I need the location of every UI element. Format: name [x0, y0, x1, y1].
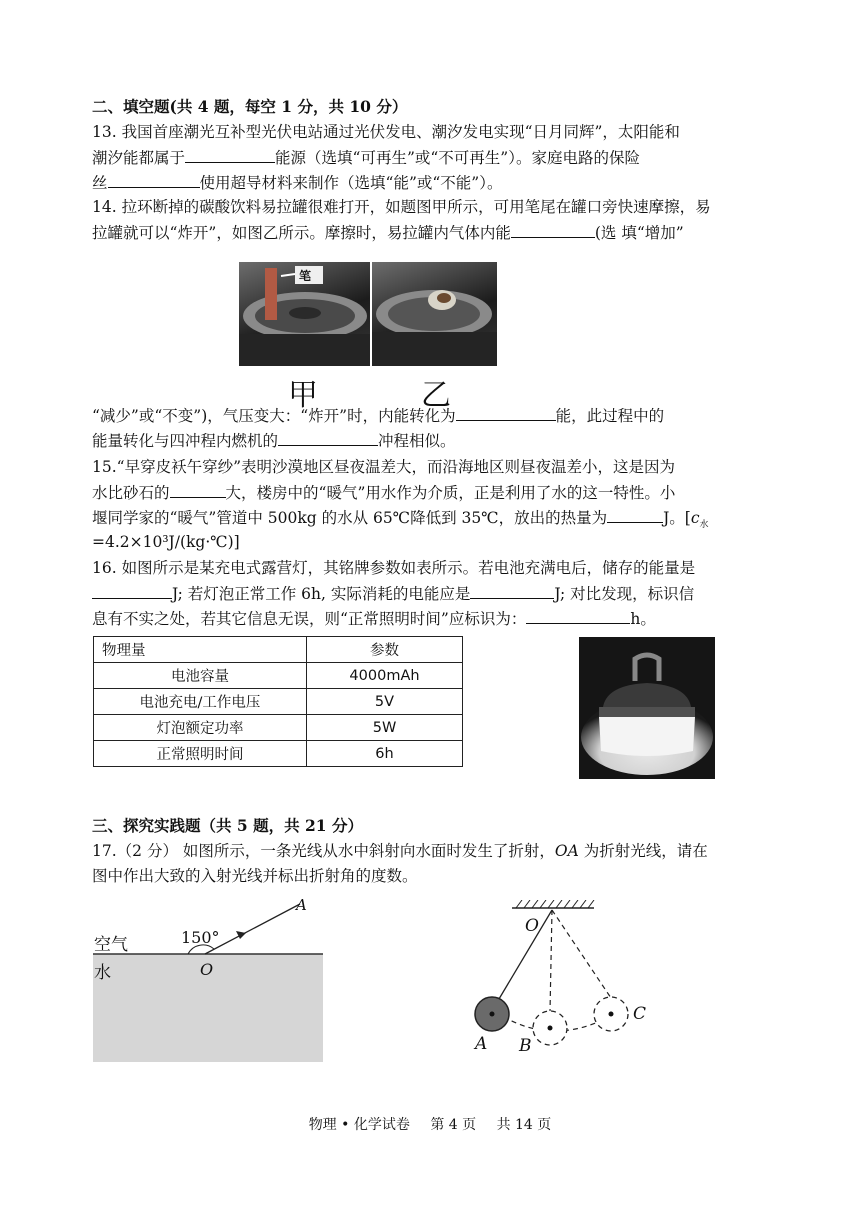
table-row — [94, 715, 463, 741]
q15-line-3a: 堰同学家的“暖气”管道中 500kg 的水从 65℃降低到 35℃，放出的热量为 — [92, 509, 608, 527]
q16-line-2b: J; 对比发现，标识信 — [554, 585, 695, 603]
pendulum-figure — [466, 900, 666, 1060]
footer-total: 共 14 页 — [496, 1117, 552, 1133]
table-cell-value: 5V — [307, 689, 463, 715]
section-3-heading: 三、探究实践题（共 5 题，共 21 分） — [92, 816, 363, 835]
page-footer — [0, 1114, 860, 1134]
q14-line-3 — [92, 404, 664, 427]
q16-line-1: 16. 如图所示是某充电式露营灯，其铭牌参数如表所示。若电池充满电后，储存的能量是 — [92, 559, 696, 577]
table-cell-quantity: 电池充电/工作电压 — [94, 689, 307, 715]
q13-line-2a: 潮汐能都属于 — [92, 149, 186, 167]
q15-line-3d: 水 — [699, 520, 709, 531]
table-row — [94, 663, 463, 689]
q13-line-1: 13. 我国首座潮光互补型光伏电站通过光伏发电、潮汐发电实现“日月同辉”，太阳能和 — [92, 123, 680, 141]
q16-line-2 — [92, 582, 694, 605]
q16-blank-3[interactable] — [526, 607, 630, 624]
q14-line-3b: 能，此过程中的 — [555, 407, 665, 425]
q15-line-3b: J。[ — [663, 509, 691, 527]
pendulum-label-o: O — [525, 916, 539, 936]
photo-caption-b: 乙 — [421, 378, 451, 413]
q13-line-2 — [92, 146, 640, 169]
q17-line-1c: 为折射光线，请在 — [578, 842, 708, 860]
camping-lamp-drawing — [579, 637, 715, 779]
refraction-figure — [90, 896, 330, 1066]
q14-line-2b: (选 填“增加” — [594, 224, 684, 242]
q16-blank-2[interactable] — [470, 582, 554, 599]
table-cell-quantity: 正常照明时间 — [94, 741, 307, 767]
table-cell-value: 4000mAh — [307, 663, 463, 689]
q15-line-3c: c — [690, 509, 700, 527]
table-header-quantity: 物理量 — [94, 637, 307, 663]
q15-line-4: =4.2×10³J/(kg·℃)] — [92, 533, 240, 551]
footer-page: 第 4 页 — [430, 1117, 477, 1133]
q13-blank-2[interactable] — [108, 171, 200, 188]
table-row — [94, 689, 463, 715]
pendulum-label-c: C — [633, 1004, 647, 1024]
refraction-diagram — [90, 896, 330, 1066]
label-air: 空气 — [94, 935, 128, 955]
table-row — [94, 741, 463, 767]
pen-label: 笔 — [299, 269, 312, 283]
q15-line-2b: 大，楼房中的“暖气”用水作为介质，正是利用了水的这一特性。小 — [225, 484, 676, 502]
label-point-o: O — [200, 960, 214, 979]
q17-ray-name: OA — [554, 842, 579, 860]
q16-line-3 — [92, 607, 656, 630]
q16-blank-1[interactable] — [92, 582, 172, 599]
q15-line-2 — [92, 481, 675, 504]
pendulum-label-b: B — [519, 1036, 532, 1056]
q14-line-2 — [92, 221, 684, 244]
table-header-value: 参数 — [307, 637, 463, 663]
table-cell-value: 5W — [307, 715, 463, 741]
q16-line-3a: 息有不实之处，若其它信息无误，则“正常照明时间”应标识为： — [92, 610, 527, 628]
camping-lamp-photo — [579, 637, 715, 779]
q15-blank-1[interactable] — [170, 481, 226, 498]
q14-blank-2[interactable] — [456, 404, 556, 421]
q16-line-2a: J; 若灯泡正常工作 6h, 实际消耗的电能应是 — [172, 585, 471, 603]
q13-line-3 — [92, 171, 502, 194]
q13-line-3b: 使用超导材料来制作（选填“能”或“不能”）。 — [199, 174, 503, 192]
section-2-heading: 二、填空题(共 4 题，每空 1 分，共 10 分） — [92, 97, 408, 116]
q17-line-2: 图中作出大致的入射光线并标出折射角的度数。 — [92, 867, 418, 885]
q13-line-3a: 丝 — [92, 174, 108, 192]
can-photo-b — [372, 262, 497, 366]
table-header-row — [94, 637, 463, 663]
q17-line-1 — [92, 840, 708, 862]
q14-blank-3[interactable] — [278, 429, 378, 446]
footer-subject: 物理 • 化学试卷 — [308, 1117, 410, 1133]
q15-blank-2[interactable] — [607, 506, 663, 523]
table-cell-value: 6h — [307, 741, 463, 767]
label-point-a: A — [296, 896, 307, 914]
q14-line-2a: 拉罐就可以“炸开”，如图乙所示。摩擦时，易拉罐内气体内能 — [92, 224, 511, 242]
label-water: 水 — [94, 963, 111, 983]
q15-line-2a: 水比砂石的 — [92, 484, 170, 502]
q14-line-4b: 冲程相似。 — [378, 432, 456, 450]
q14-line-4a: 能量转化与四冲程内燃机的 — [92, 432, 279, 450]
q16-line-3b: h。 — [630, 610, 656, 628]
pendulum-label-a: A — [475, 1034, 488, 1054]
q13-line-2b: 能源（选填“可再生”或“不可再生”）。家庭电路的保险 — [275, 149, 640, 167]
q17-line-1a: 17.（2 分） 如图所示，一条光线从水中斜射向水面时发生了折射， — [92, 842, 555, 860]
q14-line-4 — [92, 429, 456, 452]
q14-line-1: 14. 拉环断掉的碳酸饮料易拉罐很难打开，如题图甲所示，可用笔尾在罐口旁快速摩擦，易 — [92, 198, 711, 216]
label-angle: 150° — [181, 928, 220, 947]
q14-blank-1[interactable] — [511, 221, 595, 238]
lamp-spec-table — [93, 636, 463, 767]
table-cell-quantity: 电池容量 — [94, 663, 307, 689]
can-b-drawing — [372, 262, 497, 366]
table-cell-quantity: 灯泡额定功率 — [94, 715, 307, 741]
photo-caption-a: 甲 — [288, 378, 318, 413]
q14-line-3a: “减少”或“不变”)，气压变大：“炸开”时，内能转化为 — [92, 407, 456, 425]
pendulum-diagram — [466, 900, 666, 1060]
q15-line-1: 15.“早穿皮袄午穿纱”表明沙漠地区昼夜温差大，而沿海地区则昼夜温差小，这是因为 — [92, 458, 676, 476]
q13-blank-1[interactable] — [185, 146, 275, 163]
can-photo-a — [239, 262, 370, 366]
